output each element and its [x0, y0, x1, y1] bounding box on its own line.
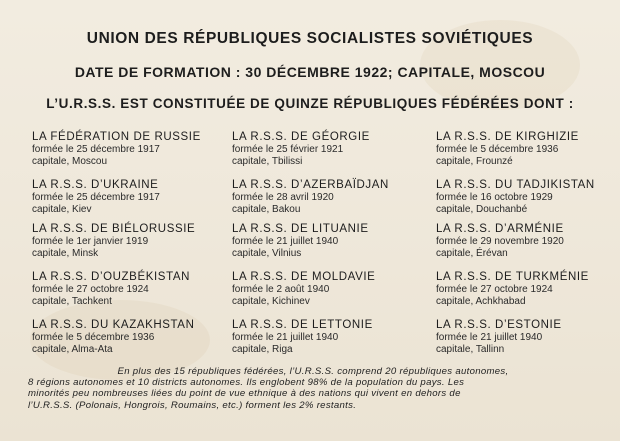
- republic-entry: [232, 270, 422, 308]
- republic-capital: capitale, Moscou: [32, 156, 108, 167]
- republic-name: LA R.S.S. DE TURKMÉNIE: [436, 271, 589, 283]
- republic-name: LA R.S.S. DE BIÉLORUSSIE: [32, 223, 196, 235]
- republic-capital: capitale, Tallinn: [436, 344, 505, 355]
- republic-entry: [436, 130, 620, 168]
- republic-formed: formée le 21 juillet 1940: [232, 332, 339, 343]
- republic-formed: formée le 5 décembre 1936: [436, 144, 559, 155]
- republic-formed: formée le 1er janvier 1919: [32, 236, 149, 247]
- footnote-paragraph: [28, 366, 598, 411]
- republic-formed: formée le 16 octobre 1929: [436, 192, 553, 203]
- footnote-line: En plus des 15 républiques fédérées, l’U.R.S.S. comprend 20 républiques autonomes,: [117, 366, 509, 377]
- republic-capital: capitale, Achkhabad: [436, 296, 526, 307]
- republic-name: LA R.S.S. DE GÉORGIE: [232, 131, 370, 143]
- republic-entry: [232, 222, 422, 260]
- republic-formed: formée le 25 février 1921: [232, 144, 344, 155]
- republic-formed: formée le 21 juillet 1940: [436, 332, 543, 343]
- republic-entry: [32, 178, 222, 216]
- republic-capital: capitale, Riga: [232, 344, 293, 355]
- republic-formed: formée le 2 août 1940: [232, 284, 330, 295]
- republic-name: LA R.S.S. D’ARMÉNIE: [436, 223, 564, 235]
- republic-name: LA R.S.S. DU KAZAKHSTAN: [32, 319, 195, 331]
- republic-formed: formée le 27 octobre 1924: [436, 284, 553, 295]
- republic-capital: capitale, Kichinev: [232, 296, 310, 307]
- republic-name: LA R.S.S. DU TADJIKISTAN: [436, 179, 595, 191]
- republic-formed: formée le 25 décembre 1917: [32, 144, 160, 155]
- republic-name: LA R.S.S. DE MOLDAVIE: [232, 271, 376, 283]
- republic-formed: formée le 25 décembre 1917: [32, 192, 160, 203]
- formation-date: DATE DE FORMATION : 30 DÉCEMBRE 1922; CAPITALE, MOSCOU: [74, 64, 546, 80]
- republic-formed: formée le 28 avril 1920: [232, 192, 334, 203]
- republic-formed: formée le 21 juillet 1940: [232, 236, 339, 247]
- republic-entry: [232, 130, 422, 168]
- republic-name: LA R.S.S. D’AZERBAÏDJAN: [232, 179, 389, 191]
- republic-name: LA R.S.S. D’OUZBÉKISTAN: [32, 271, 191, 283]
- republic-entry: [232, 178, 422, 216]
- footnote-line: 8 régions autonomes et 10 districts autonomes. Ils englobent 98% de la population du pays. Les: [28, 377, 465, 389]
- republic-name: LA FÉDÉRATION DE RUSSIE: [32, 131, 201, 143]
- republic-name: LA R.S.S. D’ESTONIE: [436, 319, 562, 331]
- republic-capital: capitale, Bakou: [232, 204, 301, 215]
- republic-capital: capitale, Vilnius: [232, 248, 302, 259]
- republic-entry: [32, 222, 222, 260]
- republic-capital: capitale, Érévan: [436, 248, 508, 259]
- republic-entry: [436, 318, 620, 356]
- republic-entry: [436, 222, 620, 260]
- republic-formed: formée le 27 octobre 1924: [32, 284, 149, 295]
- republic-capital: capitale, Frounzé: [436, 156, 513, 167]
- republic-entry: [32, 270, 222, 308]
- republic-entry: [32, 130, 222, 168]
- republic-capital: capitale, Douchanbé: [436, 204, 528, 215]
- republic-entry: [436, 270, 620, 308]
- republic-capital: capitale, Kiev: [32, 204, 92, 215]
- republic-entry: [32, 318, 222, 356]
- republic-name: LA R.S.S. D’UKRAINE: [32, 179, 159, 191]
- republic-capital: capitale, Tbilissi: [232, 156, 303, 167]
- republic-name: LA R.S.S. DE KIRGHIZIE: [436, 131, 579, 143]
- republic-formed: formée le 5 décembre 1936: [32, 332, 155, 343]
- intro-line: L’U.R.S.S. EST CONSTITUÉE DE QUINZE RÉPUBLIQUES FÉDÉRÉES DONT :: [46, 96, 574, 111]
- republic-capital: capitale, Alma-Ata: [32, 344, 113, 355]
- republic-entry: [436, 178, 620, 216]
- republic-formed: formée le 29 novembre 1920: [436, 236, 564, 247]
- republic-entry: [232, 318, 422, 356]
- footnote-line: minorités peu nombreuses liées du point de vue ethnique à des nations qui vivent en dehors de: [28, 388, 461, 400]
- republic-name: LA R.S.S. DE LETTONIE: [232, 319, 373, 331]
- republic-capital: capitale, Tachkent: [32, 296, 112, 307]
- republic-capital: capitale, Minsk: [32, 248, 99, 259]
- document-title: UNION DES RÉPUBLIQUES SOCIALISTES SOVIÉTIQUES: [86, 30, 534, 47]
- republic-name: LA R.S.S. DE LITUANIE: [232, 223, 369, 235]
- footnote-line: l’U.R.S.S. (Polonais, Hongrois, Roumains, etc.) forment les 2% restants.: [28, 399, 357, 411]
